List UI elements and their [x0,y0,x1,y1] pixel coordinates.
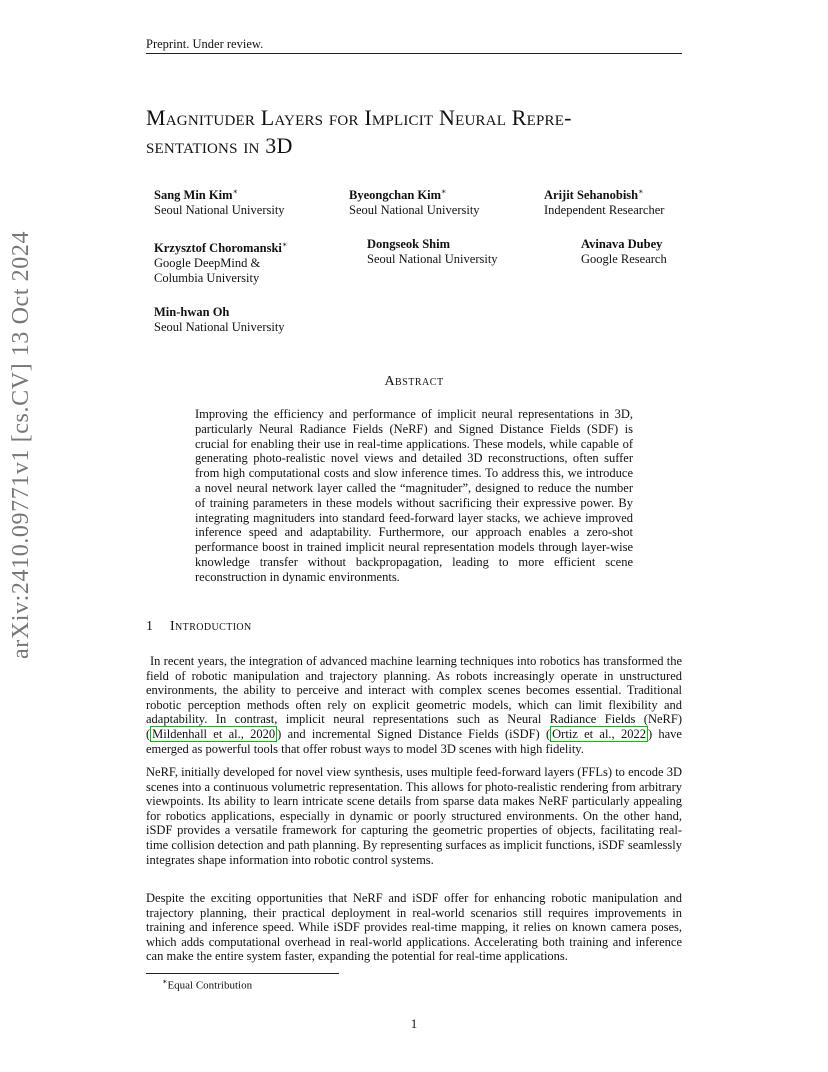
author-name: Dongseok Shim [367,237,451,251]
author-affiliation: Seoul National University [154,320,285,334]
author-block [154,237,287,286]
author-affiliation: Independent Researcher [544,203,665,218]
footnote [162,977,252,992]
footnote-text: Equal Contribution [167,979,253,992]
paragraph-text: ) have emerged as powerful tools that offer robust ways to model 3D scenes with high fidelity. [146,726,682,756]
equal-contribution-mark: ∗ [638,187,644,196]
arxiv-identifier: arXiv:2410.09771v1 [cs.CV] 13 Oct 2024 [8,230,34,659]
author-name: Krzysztof Choromanski [154,241,282,256]
author-name: Byeongchan Kim [349,188,442,203]
title-line-2: sentations in 3D [146,133,293,158]
author-affiliation: Seoul National University [367,252,498,266]
author-block [581,237,667,267]
author-name: Sang Min Kim [154,188,233,203]
author-affiliation: Google Research [581,252,667,266]
page-number: 1 [410,1016,418,1031]
section-number: 1 [146,619,154,634]
author-affiliation: Seoul National University [154,203,285,218]
author-name: Arijit Sehanobish [544,188,639,203]
intro-paragraph-1 [146,654,682,756]
author-name: Avinava Dubey [581,237,663,251]
paper-title [146,104,706,160]
title-line-1: Magnituder Layers for Implicit Neural Repre- [146,105,572,130]
section-heading [146,619,252,635]
author-block [544,184,664,218]
author-affiliation-line-2: Columbia University [154,271,260,286]
footnote-mark: ∗ [162,977,168,986]
author-name: Min-hwan Oh [154,305,230,319]
paragraph-text: In recent years, the integration of advanced machine learning techniques into robotics has transformed the field of robotic manipulation and trajectory planning. As robots increasingly operate in unstructured environments, the ability to perceive and interact with complex scenes becomes essential. Traditional robotic perception methods often rely on explicit geometric models, which can limit flexibility and adaptability. In contrast, implicit neural representations such as Neural Radiance Fields (NeRF) ( [146,654,682,741]
author-block [154,184,285,218]
equal-contribution-mark: ∗ [441,187,447,196]
author-block [154,305,285,335]
citation-link-mildenhall[interactable]: Mildenhall et al., 2020 [152,726,276,741]
paragraph-text: ) and incremental Signed Distance Fields (iSDF) ( [277,726,551,741]
author-block [349,184,480,218]
intro-paragraph-3: Despite the exciting opportunities that NeRF and iSDF offer for enhancing robotic manipulation and trajectory planning, their practical deployment in real-world scenarios still requires improvements in training and inference speed. While iSDF provides real-time mapping, it relies on known camera poses, which adds computational overhead in real-world applications. Accelerating both training and inference can make the entire system faster, expanding the potential for real-time applications. [146,891,682,964]
equal-contribution-mark: ∗ [281,240,288,249]
citation-link-ortiz[interactable]: Ortiz et al., 2022 [552,726,646,741]
equal-contribution-mark: ∗ [232,187,238,196]
footnote-rule [146,973,339,974]
abstract-text: Improving the efficiency and performance of implicit neural representations in 3D, particularly Neural Radiance Fields (NeRF) and Signed Distance Fields (SDF) is crucial for enabling their use in real-time applications. These models, while capable of generating photo-realistic novel views and detailed 3D reconstructions, often suffer from high computational costs and slow inference times. To address this, we introduce a novel neural network layer called the “magnituder”, designed to reduce the number of training parameters in these models without sacrificing their expressive power. By integrating magnituders into standard feed-forward layer stacks, we achieve improved inference speed and adaptability. Furthermore, our approach enables a zero-shot performance boost in trained implicit neural representation models through layer-wise knowledge transfer without backpropagation, leading to more efficient scene reconstruction in dynamic environments. [195,407,633,584]
intro-paragraph-2: NeRF, initially developed for novel view synthesis, uses multiple feed-forward layers (FFLs) to encode 3D scenes into a continuous volumetric representation. This allows for photo-realistic rendering from arbitrary viewpoints. Its ability to learn intricate scene details from sparse data makes NeRF particularly appealing for robotics applications, especially in dynamic or poorly structured environments. On the other hand, iSDF provides a versatile framework for capturing the geometric properties of objects, facilitating real-time collision detection and path planning. By representing surfaces as implicit functions, iSDF seamlessly integrates shape information into robotic control systems. [146,765,682,867]
section-title: Introduction [170,619,252,634]
author-affiliation: Google DeepMind & [154,256,261,271]
abstract-heading: Abstract [384,374,444,389]
running-header: Preprint. Under review. [146,37,264,51]
author-block [367,237,498,267]
author-affiliation: Seoul National University [349,203,480,218]
header-rule [146,53,682,54]
